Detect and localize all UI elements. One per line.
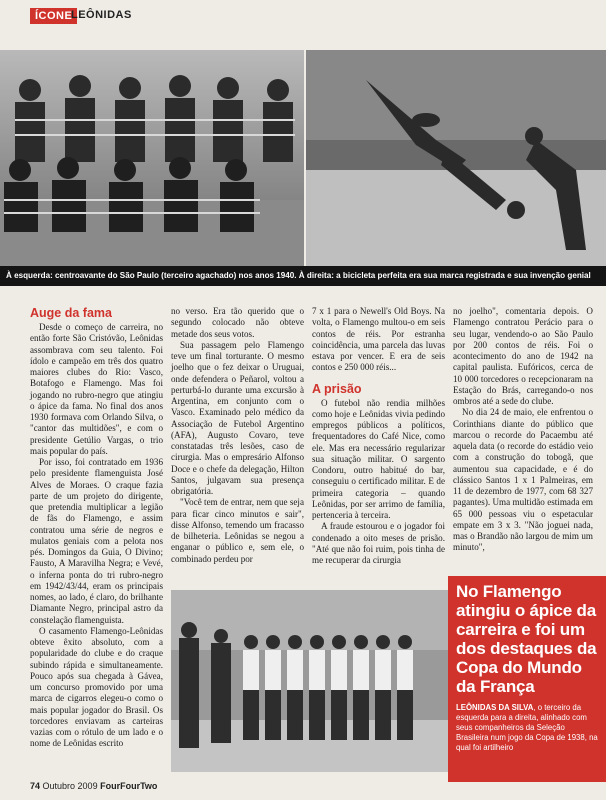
paragraph: no verso. Era tão querido que o segundo colocado não obteve metade dos seus votos. — [171, 306, 304, 339]
caption-text: , o terceiro da esquerda para a direita, alinhado com seus companheiros da Seleção Brasileira num jogo da Copa de 1938, na qual foi artilheiro — [456, 703, 598, 752]
paragraph: O futebol não rendia milhões como hoje e Leônidas vivia pedindo empregos públicos a políticos, frequentadores do Café Nice, como ele. Mas era necessário regularizar sua situação militar. O sargento Condoru, outro habitué do bar, conseguiu o certificado militar. E de primeira categoria – quando Leônidas, por ser arrimo de família, pertenceria à terceira. — [312, 397, 445, 520]
paragraph: Sua passagem pelo Flamengo teve um final torturante. O mesmo joelho que o fez deixar o Uruguai, onde defendera o Peñarol, voltou a perturbá-lo durante uma excursão à Argentina, em conjunto com o Vasco. Examinado pelo médico da Associação de Futebol Argentino (AFA), Augusto Covaro, teve constatadas três lesões, caso de cirurgia. Mas o empresário Alfonso Doce e o chefe da delegação, Hilton Santos, julgavam sua presença obrigatória. — [171, 339, 304, 496]
bicycle-kick-photo — [306, 50, 606, 266]
paragraph: no joelho", comentaria depois. O Flamengo contratou Perácio para o seu lugar, vendendo-o ao São Paulo por 200 contos de réis. Foi o acontecimento do ano de 1942 na capital paulista. Eufóricos, cerca de 10 000 torcedores o recepcionaram na Estação do Brás, carregando-o nos ombros até a sede do clube. — [453, 306, 593, 406]
page-header — [0, 0, 606, 36]
pullquote-caption — [456, 703, 598, 753]
issue-date: Outubro 2009 — [42, 781, 98, 791]
article-column-2 — [171, 306, 304, 565]
article-column-4 — [453, 306, 593, 554]
paragraph: Desde o começo de carreira, no então forte São Cristóvão, Leônidas assombrava com seu talento. Foi ídolo e campeão em três dos quatro maiores clubes do Rio: Vasco, Botafogo e Flamengo. Mas foi jogando no rubro-negro que atingiu o ápice da fama. No final dos anos 1930 formava com Orlando Silva, o "cantor das multidões", e com o presidente Getúlio Vargas, o trio mais popular do país. — [30, 322, 163, 456]
photo-caption: À esquerda: centroavante do São Paulo (terceiro agachado) nos anos 1940. À direita: a bicicleta perfeita era sua marca registrada e sua invenção genial — [0, 266, 606, 286]
caption-name: LEÔNIDAS DA SILVA — [456, 703, 534, 712]
paragraph: A fraude estourou e o jogador foi condenado a oito meses de prisão. "Até que não foi ruim, pois tinha de me recuperar da cirurgia — [312, 521, 445, 565]
section-tag: ÍCONE — [30, 8, 77, 24]
paragraph: 7 x 1 para o Newell's Old Boys. Na volta, o Flamengo multou-o em seis contos de réis. Por estranha coincidência, uma parcela das luvas estava por vencer. E era de seis contos e 250 000 réis... — [312, 306, 445, 373]
article-column-1 — [30, 306, 163, 750]
header-title: LEÔNIDAS — [71, 9, 132, 21]
paragraph: Por isso, foi contratado em 1936 pelo presidente flamenguista José Alves de Moraes. O craque fazia parte de um projeto do dirigente, que pretendia multiplicar a legião de fãs do Flamengo, e assim contratou uma série de negros e mulatos geniais com a pelota nos pés. Domingos da Guia, O Divino; Fausto, A Maravilha Negra; e Vevé, o inferna ponta do tri rubro-negro em 1942/43/44, eram os principais nomes, ao lado, é claro, do brilhante Diamante Negro, principal astro da constelação flamenguista. — [30, 457, 163, 625]
subhead-auge-da-fama: Auge da fama — [30, 306, 112, 320]
selecao-1938-photo — [171, 590, 448, 772]
article-column-3 — [312, 306, 445, 566]
magazine-brand: FourFourTwo — [100, 781, 158, 791]
paragraph: "Você tem de entrar, nem que seja para ficar cinco minutos e sair", disse Alfonso, temendo um fracasso de bilheteria. Leônidas se negou a enganar o público e, sem ele, o combinado perdeu por — [171, 497, 304, 564]
page-number: 74 — [30, 781, 41, 791]
page-footer — [30, 781, 157, 791]
pullquote-box — [448, 576, 606, 782]
subhead-a-prisao: A prisão — [312, 381, 362, 396]
paragraph: No dia 24 de maio, ele enfrentou o Corinthians diante do público que marcou o recorde do Pacaembu até aquela data (o recorde do estádio veio com a construção do tobogã, que aumentou sua capacidade, e é do clássico Santos 1 x 1 Palmeiras, em 11 de dezembro de 1977, com 68 327 pagantes). Uma multidão estimada em 65 000 pessoas viu o espetacular empate em 3 x 3. "Não joguei nada, mas o Brandão não largou de mim um minuto", — [453, 407, 593, 553]
pullquote-title: No Flamengo atingiu o ápice da carreira e foi um dos destaques da Copa do Mundo da França — [456, 582, 597, 696]
paragraph: O casamento Flamengo-Leônidas obteve êxito absoluto, com a popularidade do clube e do craque subindo rápida e simultaneamente. Pouco após sua chegada à Gávea, um concurso promovido por uma marca de cigarros elegeu-o como o mais popular jogador do Brasil. Os torcedores enviavam as carteiras vazias com o rótulo de um lado e o nome de Leônidas escrito — [30, 625, 163, 749]
team-photo-sao-paulo — [0, 50, 304, 266]
